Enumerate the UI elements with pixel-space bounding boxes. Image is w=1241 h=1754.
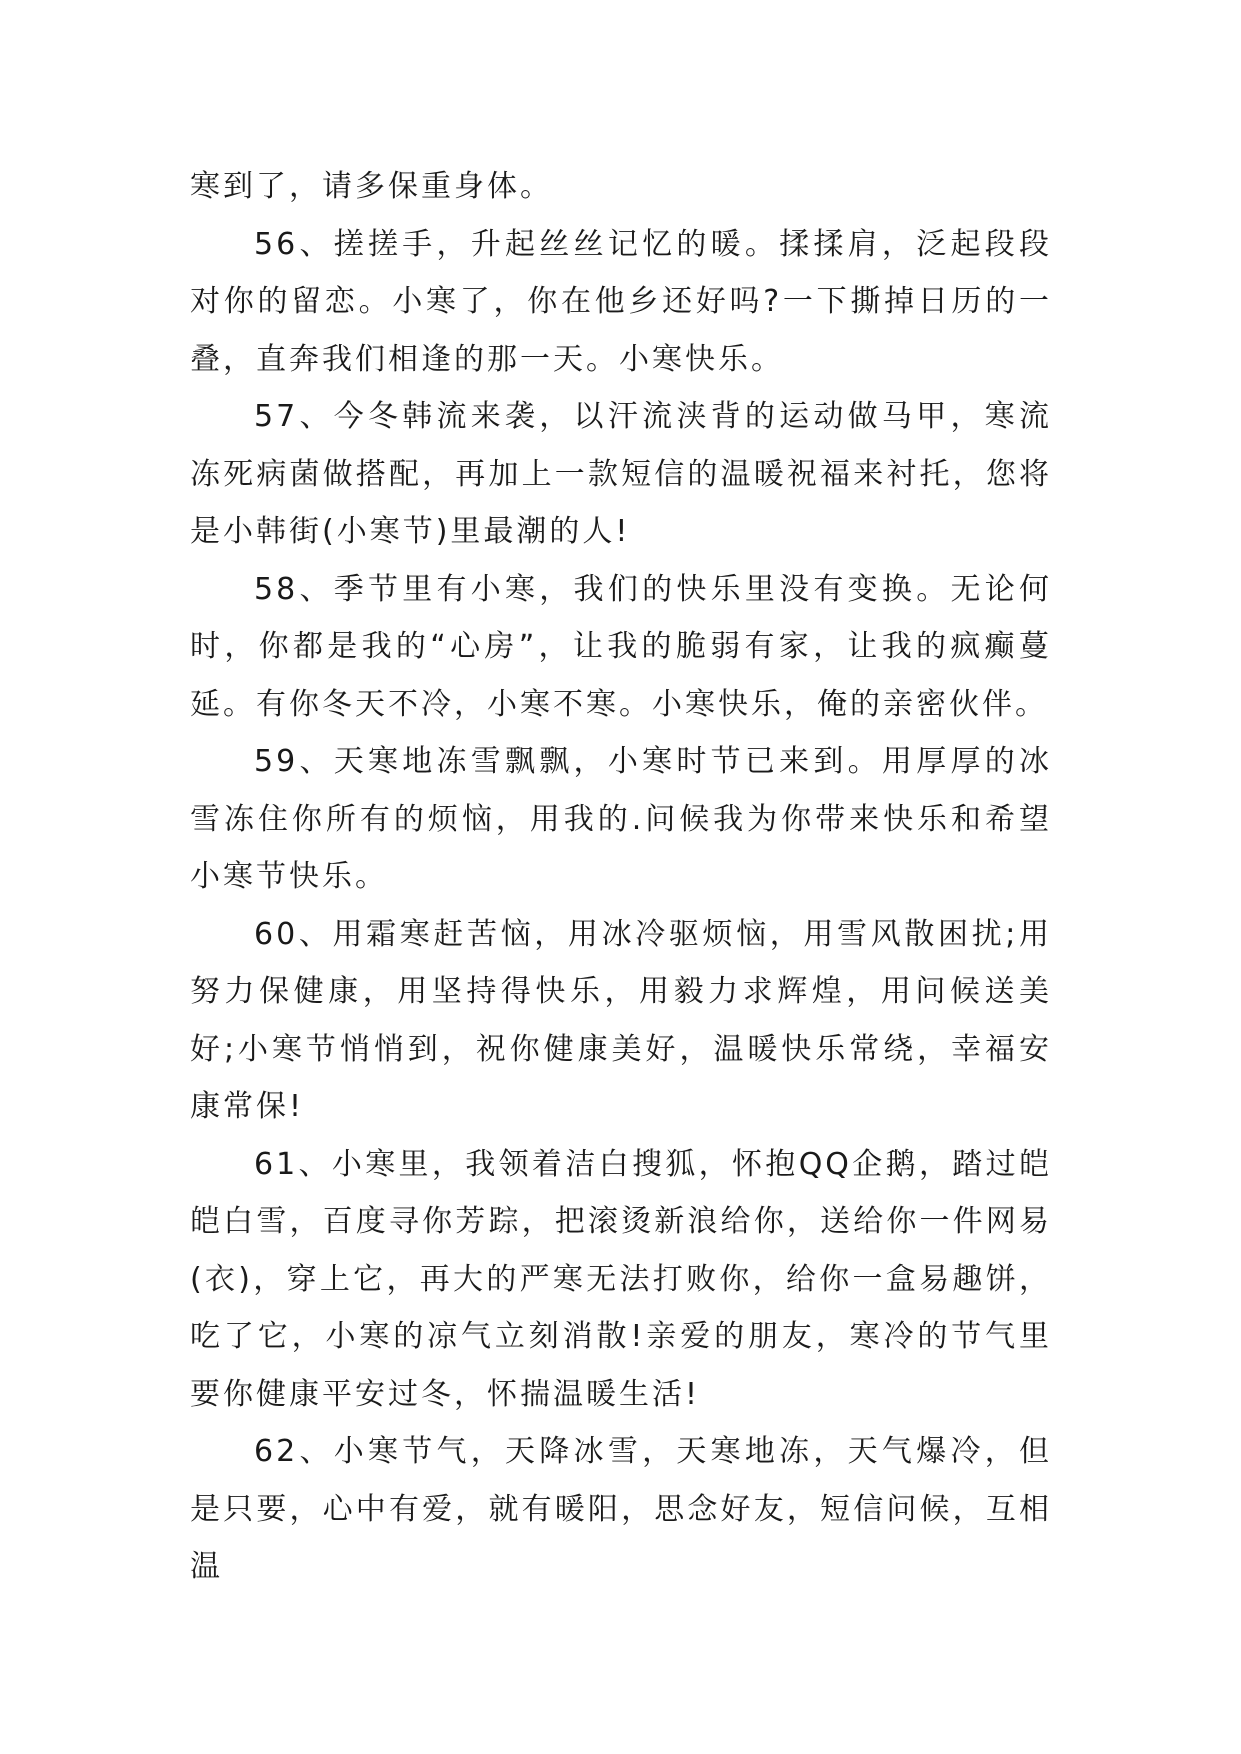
paragraph-58: 58、季节里有小寒，我们的快乐里没有变换。无论何时，你都是我的“心房”，让我的脆弱有家，让我的疯癫蔓延。有你冬天不冷，小寒不寒。小寒快乐，俺的亲密伙伴。 <box>190 571 1052 722</box>
paragraph-62: 62、小寒节气，天降冰雪，天寒地冻，天气爆冷，但是只要，心中有爱，就有暖阳，思念好友，短信问候，互相温 <box>190 1434 1052 1584</box>
paragraph-56: 56、搓搓手，升起丝丝记忆的暖。揉揉肩，泛起段段对你的留恋。小寒了，你在他乡还好吗?一下撕掉日历的一叠，直奔我们相逢的那一天。小寒快乐。 <box>190 226 1052 377</box>
document-body <box>190 158 1052 1596</box>
paragraph-60: 60、用霜寒赶苦恼，用冰冷驱烦恼，用雪风散困扰;用努力保健康，用坚持得快乐，用毅力求辉煌，用问候送美好;小寒节悄悄到，祝你健康美好，温暖快乐常绕，幸福安康常保! <box>190 916 1052 1124</box>
paragraph-0: 寒到了，请多保重身体。 <box>190 169 553 204</box>
paragraph-61: 61、小寒里，我领着洁白搜狐，怀抱QQ企鹅，踏过皑皑白雪，百度寻你芳踪，把滚烫新浪给你，送给你一件网易(衣)，穿上它，再大的严寒无法打败你，给你一盒易趣饼，吃了它，小寒的凉气立刻消散!亲爱的朋友，寒冷的节气里要你健康平安过冬，怀揣温暖生活! <box>190 1146 1052 1412</box>
paragraph-59: 59、天寒地冻雪飘飘，小寒时节已来到。用厚厚的冰雪冻住你所有的烦恼，用我的.问候我为你带来快乐和希望小寒节快乐。 <box>190 744 1052 894</box>
paragraph-57: 57、今冬韩流来袭，以汗流浃背的运动做马甲，寒流冻死病菌做搭配，再加上一款短信的温暖祝福来衬托，您将是小韩街(小寒节)里最潮的人! <box>190 399 1052 549</box>
